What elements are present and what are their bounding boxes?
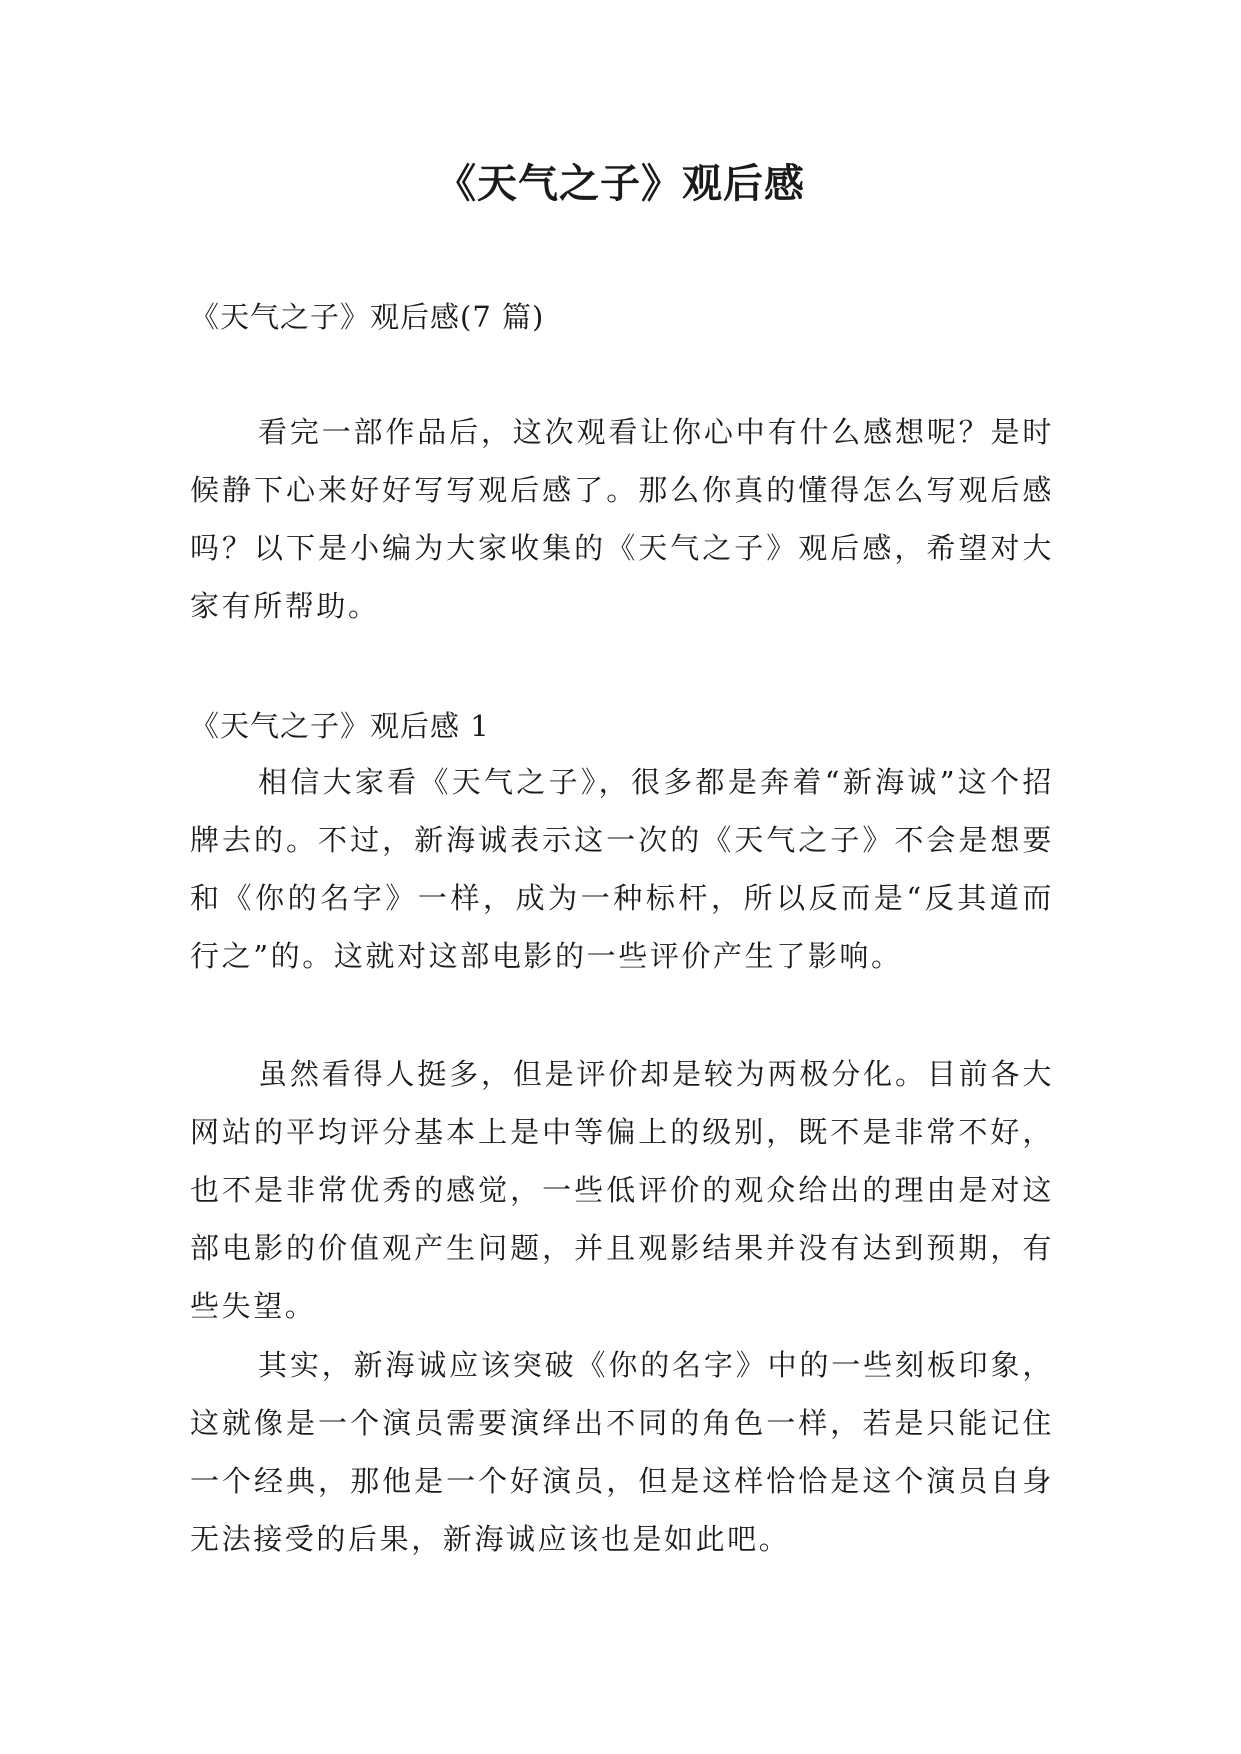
document-title: 《天气之子》观后感 [436,161,805,207]
section-heading: 《天气之子》观后感 1 [190,709,490,743]
intro-paragraph: 看完一部作品后，这次观看让你心中有什么感想呢？是时候静下心来好好写写观后感了。那么你真的懂得怎么写观后感吗？以下是小编为大家收集的《天气之子》观后感，希望对大家有所帮助。 [190,415,1054,623]
body-paragraph-2: 虽然看得人挺多，但是评价却是较为两极分化。目前各大网站的平均评分基本上是中等偏上的级别，既不是非常不好，也不是非常优秀的感觉，一些低评价的观众给出的理由是对这部电影的价值观产生问题，并且观影结果并没有达到预期，有些失望。 [190,1057,1054,1323]
body-paragraph-3: 其实，新海诚应该突破《你的名字》中的一些刻板印象，这就像是一个演员需要演绎出不同的角色一样，若是只能记住一个经典，那他是一个好演员，但是这样恰恰是这个演员自身无法接受的后果，新海诚应该也是如此吧。 [190,1348,1054,1556]
body-paragraph-1: 相信大家看《天气之子》，很多都是奔着“新海诚”这个招牌去的。不过，新海诚表示这一次的《天气之子》不会是想要和《你的名字》一样，成为一种标杆，所以反而是“反其道而行之”的。这就对这部电影的一些评价产生了影响。 [190,765,1054,973]
document-subtitle: 《天气之子》观后感(7 篇) [190,300,545,334]
